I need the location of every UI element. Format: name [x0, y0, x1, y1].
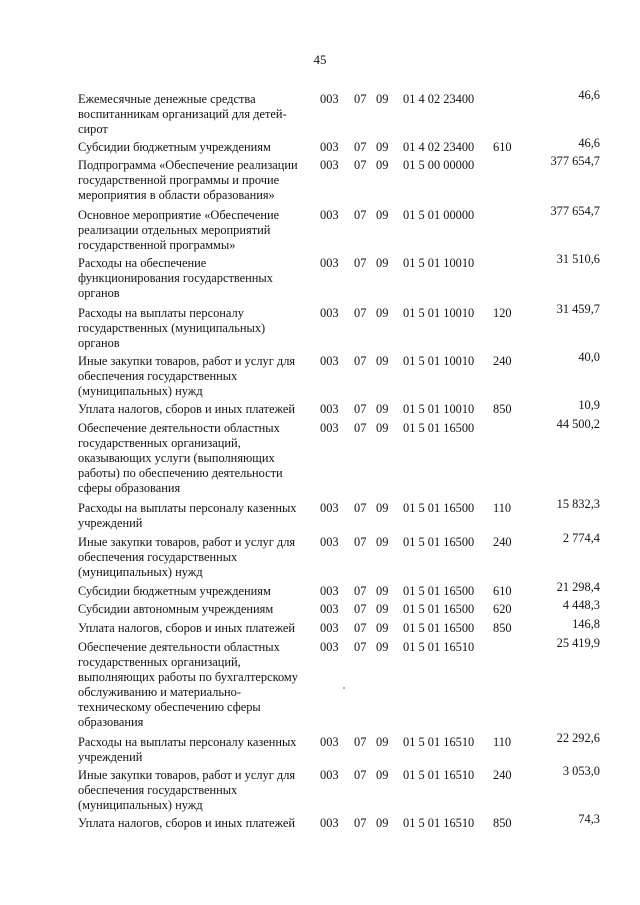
amount: 46,6 — [578, 88, 600, 102]
target-article-code: 01 5 01 16500 — [403, 535, 475, 549]
expense-type-code: 110 — [493, 735, 512, 749]
amount: 40,0 — [578, 350, 600, 364]
subsection-code: 09 — [376, 816, 389, 830]
ministry-code: 003 — [320, 602, 339, 616]
section-code: 07 — [354, 584, 367, 598]
subsection-code: 09 — [376, 602, 389, 616]
target-article-code: 01 5 01 16500 — [403, 621, 475, 635]
subsection-code: 09 — [376, 535, 389, 549]
row-name: Субсидии бюджетным учреждениям — [78, 584, 271, 598]
subsection-code: 09 — [376, 640, 389, 654]
row-name: Основное мероприятие «Обеспечение реализации отдельных мероприятий государственной программы» — [78, 208, 280, 252]
row-name: Расходы на обеспечение функционирования государственных органов — [78, 256, 273, 300]
section-code: 07 — [354, 256, 367, 270]
target-article-code: 01 4 02 23400 — [403, 92, 475, 106]
subsection-code: 09 — [376, 584, 389, 598]
ministry-code: 003 — [320, 158, 339, 172]
amount: 2 774,4 — [562, 531, 600, 545]
amount: 3 053,0 — [562, 764, 600, 778]
row-name: Уплата налогов, сборов и иных платежей — [78, 621, 296, 635]
expense-type-code: 620 — [493, 602, 512, 616]
target-article-code: 01 5 01 10010 — [403, 306, 475, 320]
section-code: 07 — [354, 306, 367, 320]
row-name: Расходы на выплаты персоналу казенных учреждений — [78, 501, 297, 530]
expense-type-code: 120 — [493, 306, 512, 320]
section-code: 07 — [354, 535, 367, 549]
ministry-code: 003 — [320, 768, 339, 782]
amount: 22 292,6 — [556, 731, 600, 745]
section-code: 07 — [354, 602, 367, 616]
amount: 15 832,3 — [556, 497, 600, 511]
ministry-code: 003 — [320, 816, 339, 830]
expense-type-code: 850 — [493, 621, 512, 635]
target-article-code: 01 5 01 16510 — [403, 640, 475, 654]
section-code: 07 — [354, 640, 367, 654]
row-name: Обеспечение деятельности областных государственных организаций, оказывающих услуги (выполняющих работы) по обеспечению деятельности сферы образования — [78, 421, 283, 495]
subsection-code: 09 — [376, 402, 389, 416]
section-code: 07 — [354, 421, 367, 435]
row-name: Иные закупки товаров, работ и услуг для обеспечения государственных (муниципальных) нужд — [78, 354, 296, 398]
target-article-code: 01 4 02 23400 — [403, 140, 475, 154]
section-code: 07 — [354, 621, 367, 635]
amount: 377 654,7 — [550, 204, 600, 218]
expense-type-code: 850 — [493, 816, 512, 830]
target-article-code: 01 5 01 16510 — [403, 816, 475, 830]
row-name: Расходы на выплаты персоналу казенных учреждений — [78, 735, 297, 764]
subsection-code: 09 — [376, 158, 389, 172]
section-code: 07 — [354, 208, 367, 222]
ministry-code: 003 — [320, 501, 339, 515]
expense-type-code: 240 — [493, 768, 512, 782]
row-name: Уплата налогов, сборов и иных платежей — [78, 402, 296, 416]
subsection-code: 09 — [376, 140, 389, 154]
section-code: 07 — [354, 354, 367, 368]
subsection-code: 09 — [376, 768, 389, 782]
row-name: Иные закупки товаров, работ и услуг для обеспечения государственных (муниципальных) нужд — [78, 768, 296, 812]
amount: 74,3 — [578, 812, 600, 826]
subsection-code: 09 — [376, 256, 389, 270]
expense-type-code: 610 — [493, 140, 512, 154]
subsection-code: 09 — [376, 208, 389, 222]
target-article-code: 01 5 01 10010 — [403, 256, 475, 270]
section-code: 07 — [354, 501, 367, 515]
amount: 44 500,2 — [556, 417, 600, 431]
subsection-code: 09 — [376, 354, 389, 368]
subsection-code: 09 — [376, 421, 389, 435]
section-code: 07 — [354, 816, 367, 830]
ministry-code: 003 — [320, 735, 339, 749]
subsection-code: 09 — [376, 735, 389, 749]
amount: 31 459,7 — [556, 302, 600, 316]
ministry-code: 003 — [320, 421, 339, 435]
target-article-code: 01 5 01 16500 — [403, 421, 475, 435]
section-code: 07 — [354, 92, 367, 106]
row-name: Обеспечение деятельности областных государственных организаций, выполняющих работы по бухгалтерскому обслуживанию и материально- техническому обеспечению сферы образования — [78, 640, 298, 729]
target-article-code: 01 5 01 16510 — [403, 735, 475, 749]
amount: 146,8 — [572, 617, 600, 631]
target-article-code: 01 5 00 00000 — [403, 158, 475, 172]
ministry-code: 003 — [320, 208, 339, 222]
amount: 10,9 — [578, 398, 600, 412]
ministry-code: 003 — [320, 640, 339, 654]
row-name: Субсидии бюджетным учреждениям — [78, 140, 271, 154]
expense-type-code: 850 — [493, 402, 512, 416]
subsection-code: 09 — [376, 621, 389, 635]
ministry-code: 003 — [320, 584, 339, 598]
scan-speck — [343, 687, 345, 689]
row-name: Уплата налогов, сборов и иных платежей — [78, 816, 296, 830]
amount: 31 510,6 — [556, 252, 600, 266]
row-name: Подпрограмма «Обеспечение реализации государственной программы и прочие мероприятия в области образования» — [78, 158, 298, 202]
amount: 4 448,3 — [562, 598, 600, 612]
amount: 25 419,9 — [556, 636, 600, 650]
target-article-code: 01 5 01 16500 — [403, 602, 475, 616]
section-code: 07 — [354, 158, 367, 172]
expense-type-code: 610 — [493, 584, 512, 598]
section-code: 07 — [354, 735, 367, 749]
ministry-code: 003 — [320, 306, 339, 320]
row-name: Иные закупки товаров, работ и услуг для обеспечения государственных (муниципальных) нужд — [78, 535, 296, 579]
amount: 21 298,4 — [556, 580, 600, 594]
row-name: Расходы на выплаты персоналу государственных (муниципальных) органов — [78, 306, 266, 350]
ministry-code: 003 — [320, 92, 339, 106]
page-number: 45 — [313, 52, 327, 67]
ministry-code: 003 — [320, 140, 339, 154]
subsection-code: 09 — [376, 92, 389, 106]
target-article-code: 01 5 01 10010 — [403, 354, 475, 368]
row-name: Ежемесячные денежные средства воспитанникам организаций для детей- сирот — [78, 92, 287, 136]
subsection-code: 09 — [376, 501, 389, 515]
section-code: 07 — [354, 768, 367, 782]
subsection-code: 09 — [376, 306, 389, 320]
ministry-code: 003 — [320, 621, 339, 635]
ministry-code: 003 — [320, 256, 339, 270]
ministry-code: 003 — [320, 535, 339, 549]
target-article-code: 01 5 01 16500 — [403, 501, 475, 515]
section-code: 07 — [354, 402, 367, 416]
amount: 46,6 — [578, 136, 600, 150]
target-article-code: 01 5 01 00000 — [403, 208, 475, 222]
ministry-code: 003 — [320, 402, 339, 416]
expense-type-code: 110 — [493, 501, 512, 515]
expense-type-code: 240 — [493, 354, 512, 368]
expense-type-code: 240 — [493, 535, 512, 549]
target-article-code: 01 5 01 10010 — [403, 402, 475, 416]
section-code: 07 — [354, 140, 367, 154]
row-name: Субсидии автономным учреждениям — [78, 602, 274, 616]
amount: 377 654,7 — [550, 154, 600, 168]
ministry-code: 003 — [320, 354, 339, 368]
target-article-code: 01 5 01 16500 — [403, 584, 475, 598]
target-article-code: 01 5 01 16510 — [403, 768, 475, 782]
